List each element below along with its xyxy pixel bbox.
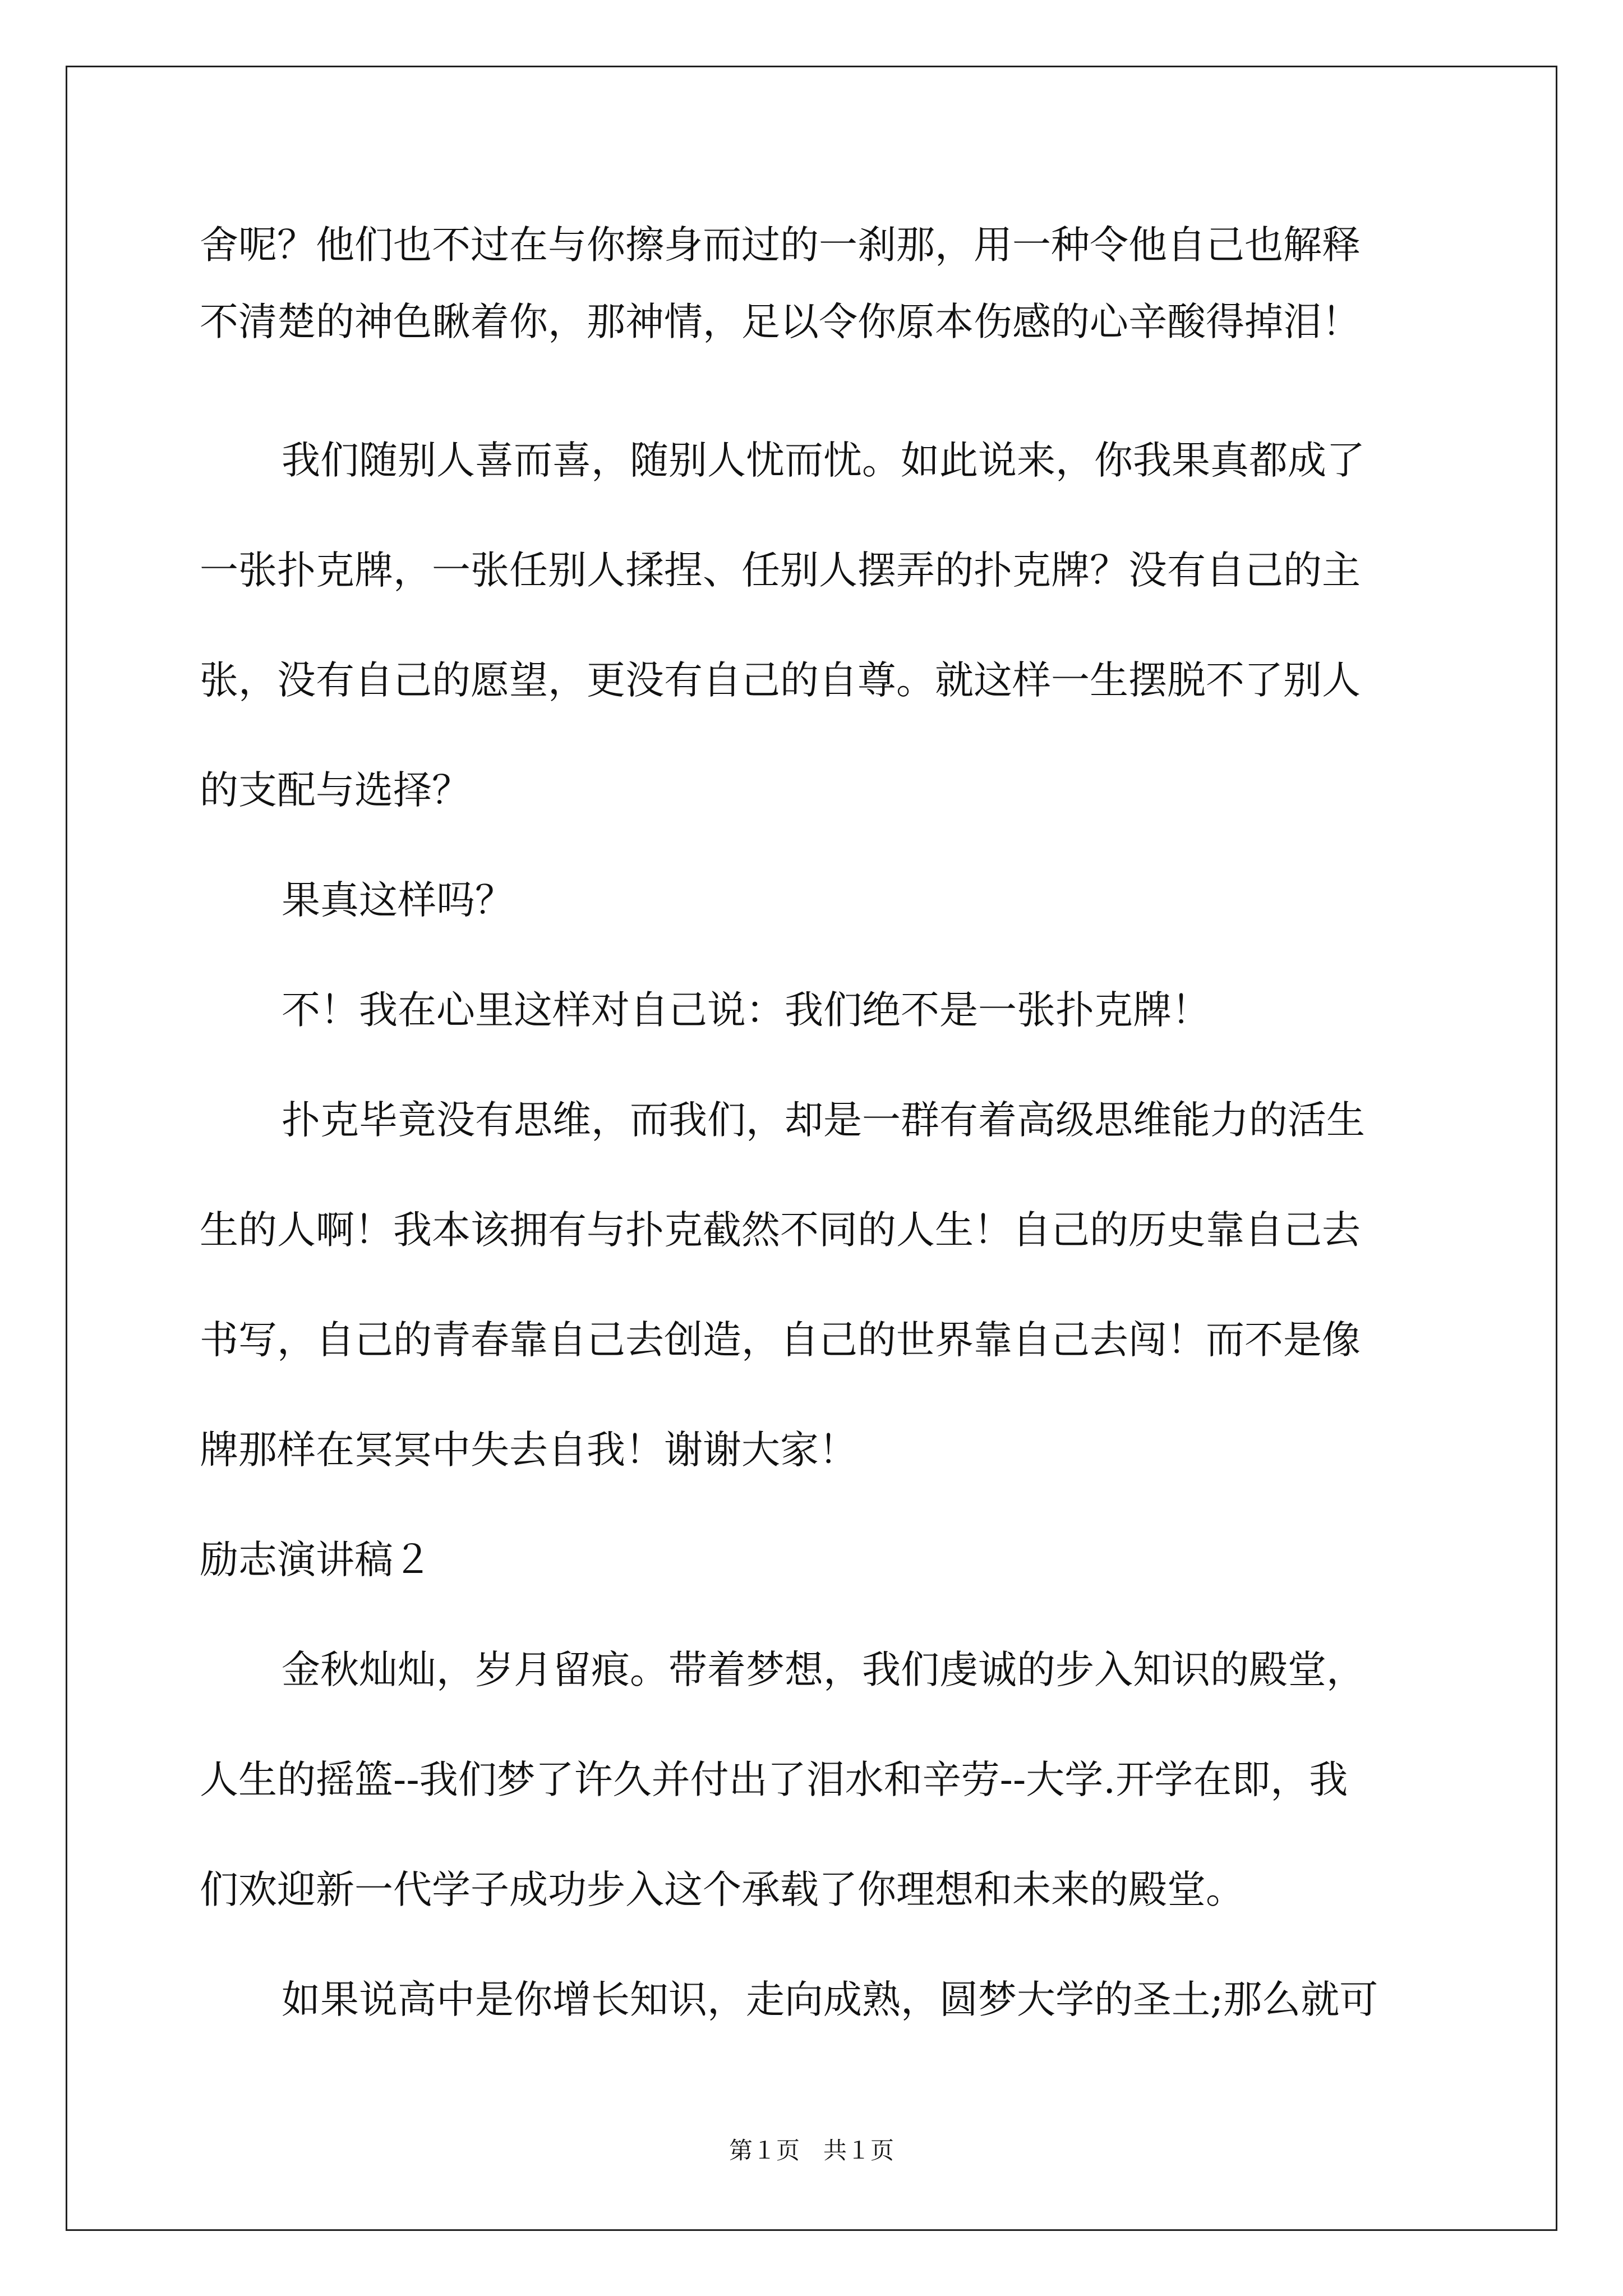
text-line: 不清楚的神色瞅着你，那神情，足以令你原本伤感的心辛酸得掉泪！ (200, 300, 1361, 344)
text-line: 的支配与选择？ (200, 768, 471, 813)
text-line: 我们随别人喜而喜，随别人忧而忧。如此说来，你我果真都成了 (282, 438, 1365, 483)
text-line: 扑克毕竟没有思维，而我们，却是一群有着高级思维能力的活生 (282, 1098, 1365, 1143)
text-line: 如果说高中是你增长知识，走向成熟，圆梦大学的圣土;那么就可 (282, 1977, 1378, 2022)
text-line: 牌那样在冥冥中失去自我！谢谢大家！ (200, 1428, 857, 1473)
page-number-footer: 第１页 共１页 (728, 2137, 894, 2164)
text-line: 张，没有自己的愿望，更没有自己的自尊。就这样一生摆脱不了别人 (200, 658, 1361, 703)
text-line: 一张扑克牌，一张任别人揉捏、任别人摆弄的扑克牌？没有自己的主 (200, 548, 1361, 593)
text-line: 书写，自己的青春靠自己去创造，自己的世界靠自己去闯！而不是像 (200, 1318, 1361, 1363)
text-line: 不！我在心里这样对自己说：我们绝不是一张扑克牌！ (282, 988, 1210, 1033)
section-heading: 励志演讲稿２ (200, 1538, 432, 1582)
text-line: 生的人啊！我本该拥有与扑克截然不同的人生！自己的历史靠自己去 (200, 1208, 1361, 1253)
text-line: 人生的摇篮--我们梦了许久并付出了泪水和辛劳--大学.开学在即，我 (200, 1757, 1348, 1802)
text-line: 们欢迎新一代学子成功步入这个承载了你理想和未来的殿堂。 (200, 1867, 1244, 1912)
text-line: 果真这样吗？ (282, 878, 514, 923)
text-line: 舍呢？他们也不过在与你擦身而过的一刹那，用一种令他自己也解释 (200, 223, 1361, 268)
text-line: 金秋灿灿，岁月留痕。带着梦想，我们虔诚的步入知识的殿堂， (282, 1648, 1365, 1692)
